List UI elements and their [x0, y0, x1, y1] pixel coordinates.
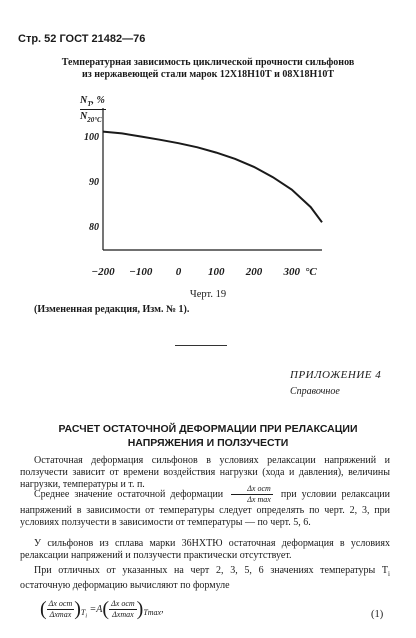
x-axis-unit: °C	[305, 266, 317, 278]
deformation-fraction: $\frac{\text{Δx ост}}{\text{Δx max}}$	[231, 484, 273, 505]
chart-title-line-2: из нержавеющей стали марок 12Х18Н10Т и 08Х18Н10Т	[81, 69, 335, 80]
section-divider	[175, 345, 227, 346]
y-tick-label: 90	[89, 177, 99, 188]
chart-title-line-1: Температурная зависимость циклической прочности сильфонов	[61, 57, 355, 68]
section-title-line-2: НАПРЯЖЕНИЯ И ПОЛЗУЧЕСТИ	[127, 437, 289, 449]
page-header: Стр. 52 ГОСТ 21482—76	[18, 33, 146, 45]
x-tick-label: 100	[208, 266, 225, 278]
x-tick-label: −100	[129, 266, 153, 278]
y-axis-label-denominator: $N_{20^\circ C}$	[80, 111, 102, 124]
paragraph-3: У сильфонов из сплава марки 36НХТЮ остаточная деформация в условиях релаксации напряжений и ползучести практически отсутствует.	[20, 538, 390, 561]
appendix-title: ПРИЛОЖЕНИЕ 4	[290, 369, 382, 381]
series-line	[103, 132, 322, 223]
x-tick-label: 300	[283, 266, 301, 278]
chart	[0, 0, 416, 290]
y-axis-label-numerator: $N_T$, %	[80, 95, 105, 108]
appendix-subtitle: Справочное	[290, 386, 340, 397]
edit-note: (Измененная редакция, Изм. № 1).	[34, 304, 190, 315]
x-tick-label: 0	[175, 266, 182, 278]
x-tick-label: 200	[245, 266, 263, 278]
formula-1: ( $\frac{\text{Δx ост}}{\Delta xmax}$ )$_{T_i} =A$( $\frac{\text{Δx ост}}{\Delta xmax}$ )$_{Tmax}$,	[40, 598, 164, 620]
y-tick-label: 100	[84, 132, 99, 144]
chart-plot-area	[103, 108, 322, 250]
equation-number: (1)	[371, 609, 384, 620]
paragraph-2: Среднее значение остаточной деформации $\frac{\text{Δx ост}}{\text{Δx max}}$ при условии релаксации напряжений в зависимости от температуры следует определять по черт. 2, 3, при условиях ползучести в зависимости от температуры — по черт. 5, 6.	[20, 484, 391, 528]
paragraph-4: При отличных от указанных на черт 2, 3, 5, 6 значениях температуры $T_i$ остаточную деформацию вычисляют по формуле	[20, 565, 390, 591]
x-tick-label: −200	[91, 266, 115, 278]
figure-caption: Черт. 19	[189, 289, 227, 300]
y-tick-label: 80	[89, 221, 99, 233]
paragraph-1: Остаточная деформация сильфонов в условиях релаксации напряжений и ползучести зависит от времени воздействия нагрузки (хода и давления), величины нагрузки, температуры и т. п.	[20, 455, 390, 490]
section-title-line-1: РАСЧЕТ ОСТАТОЧНОЙ ДЕФОРМАЦИИ ПРИ РЕЛАКСАЦИИ	[58, 423, 358, 435]
